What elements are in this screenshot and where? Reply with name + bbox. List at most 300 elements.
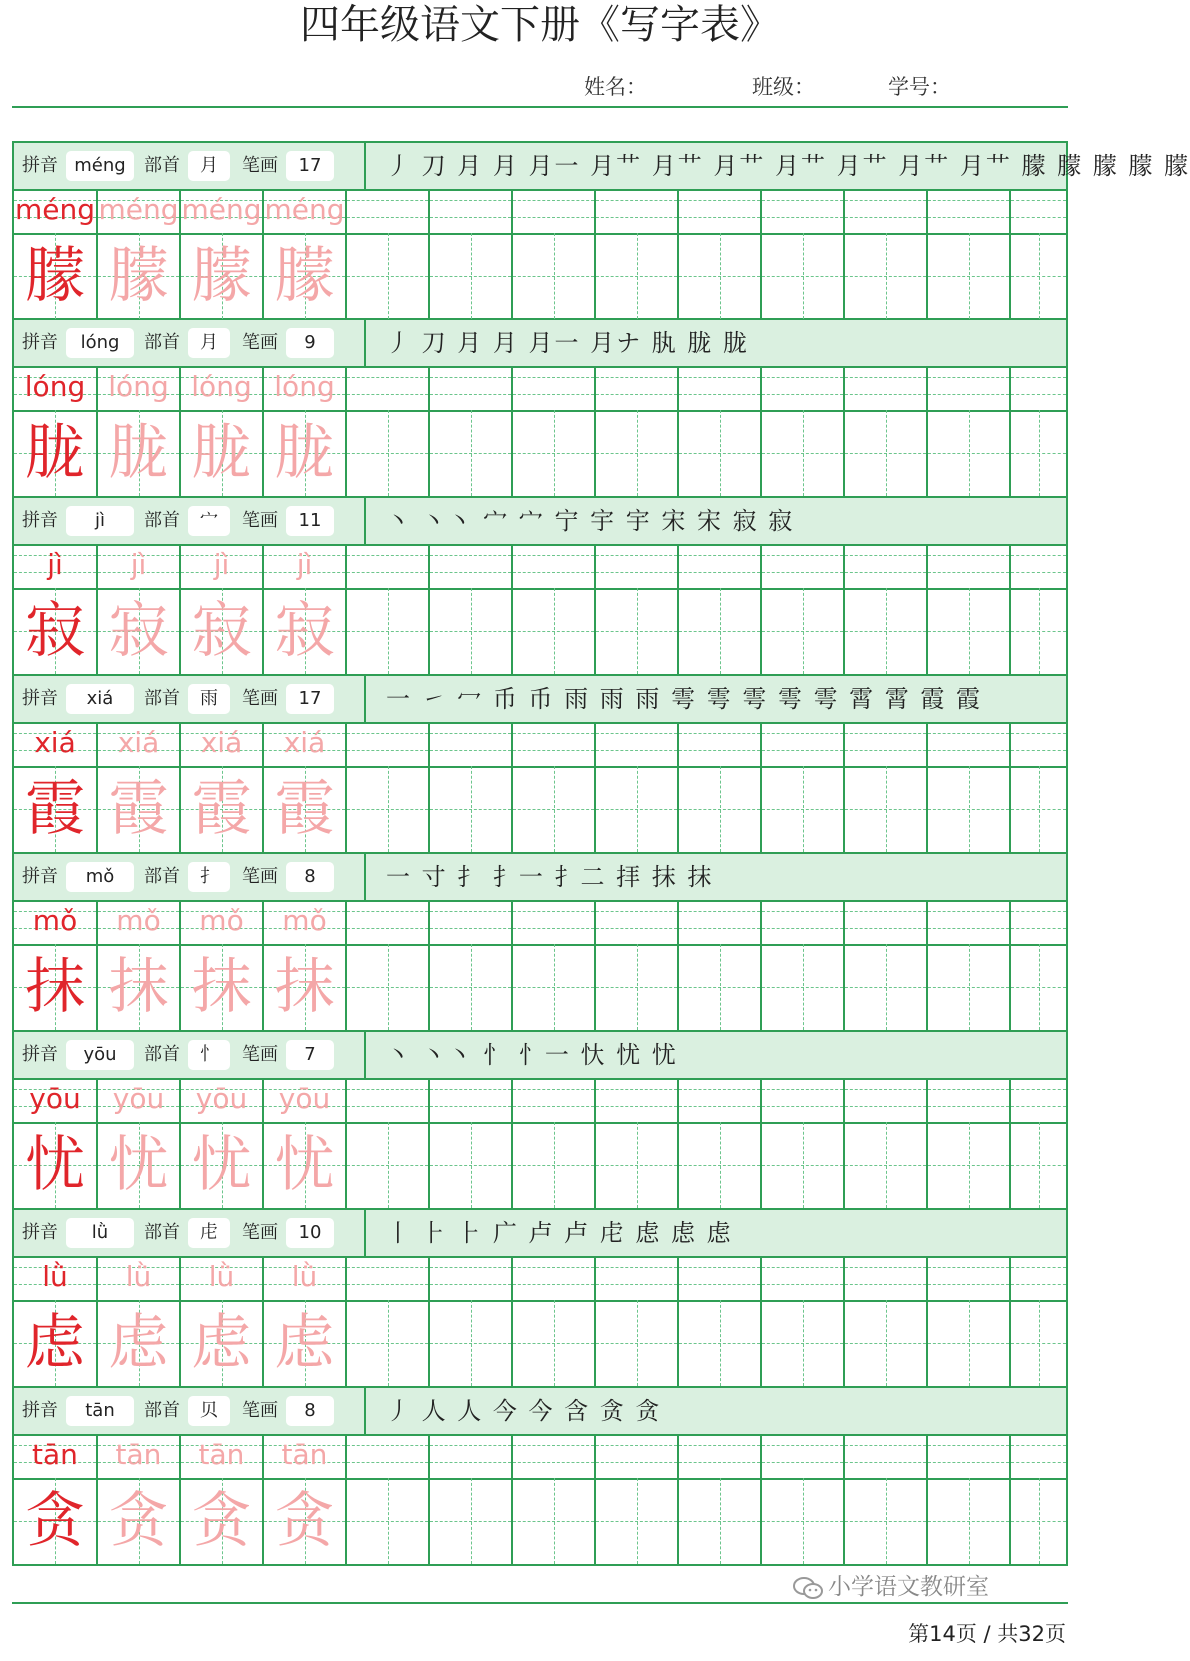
- pinyin-cell: [14, 1256, 98, 1300]
- header-divider: [12, 106, 1068, 108]
- pinyin-cell: [596, 722, 679, 766]
- pinyin-cell: [1011, 189, 1066, 233]
- radical-value: 忄: [188, 1040, 230, 1070]
- pinyin-row: [14, 366, 1066, 412]
- character-trace: 虑: [191, 1308, 252, 1378]
- pinyin-row: [14, 722, 1066, 768]
- character-cell: [347, 944, 430, 1030]
- character-cell: [264, 1300, 347, 1386]
- pinyin-cell: [679, 1078, 762, 1122]
- pinyin-trace: mǒ: [116, 904, 161, 937]
- info-row: [14, 1210, 1066, 1258]
- pinyin-label: 拼音: [22, 155, 58, 176]
- pinyin-trace: méng: [181, 193, 262, 226]
- pinyin-cell: [430, 1256, 513, 1300]
- character-cell: [679, 410, 762, 496]
- character-cell: [928, 766, 1011, 852]
- pinyin-cell: [679, 722, 762, 766]
- character-cell: [762, 1478, 845, 1564]
- pinyin-model: lóng: [24, 370, 86, 403]
- stroke-order: 丶 丶丶 宀 宀 宁 宇 宇 宋 宋 寂 寂: [386, 507, 795, 535]
- character-cell: [98, 944, 181, 1030]
- character-cell: [762, 1122, 845, 1208]
- pinyin-cell: [1011, 900, 1066, 944]
- stroke-count-value: 17: [286, 151, 334, 181]
- radical-value: 月: [188, 328, 230, 358]
- pinyin-cell: [264, 544, 347, 588]
- character-trace: 霞: [274, 774, 335, 844]
- pinyin-label: 拼音: [22, 1400, 58, 1421]
- stroke-count-label: 笔画: [242, 866, 278, 887]
- pinyin-cell: [14, 544, 98, 588]
- pinyin-cell: [264, 722, 347, 766]
- pinyin-cell: [347, 1434, 430, 1478]
- character-row: [14, 1478, 1066, 1564]
- character-cell: [679, 588, 762, 674]
- character-cell: [1011, 766, 1066, 852]
- character-model: 忧: [25, 1130, 85, 1200]
- pinyin-cell: [181, 722, 264, 766]
- pinyin-value: méng: [66, 151, 134, 181]
- character-row: [14, 1300, 1066, 1386]
- character-cell: [347, 1300, 430, 1386]
- character-cell: [845, 1122, 928, 1208]
- character-cell: [762, 588, 845, 674]
- pinyin-value: mǒ: [66, 862, 134, 892]
- character-cell: [14, 1122, 98, 1208]
- pinyin-cell: [1011, 1434, 1066, 1478]
- character-cell: [679, 233, 762, 319]
- pinyin-model: tān: [32, 1438, 78, 1471]
- pinyin-row: [14, 1434, 1066, 1480]
- character-model: 朦: [25, 241, 85, 311]
- character-cell: [513, 1300, 596, 1386]
- pinyin-cell: [264, 900, 347, 944]
- pinyin-trace: xiá: [117, 726, 160, 759]
- character-cell: [513, 1478, 596, 1564]
- pinyin-label: 拼音: [22, 332, 58, 353]
- character-cell: [762, 233, 845, 319]
- pinyin-cell: [181, 544, 264, 588]
- character-row: [14, 766, 1066, 852]
- character-cell: [264, 1122, 347, 1208]
- radical-label: 部首: [144, 155, 180, 176]
- pinyin-cell: [513, 1078, 596, 1122]
- character-block: [12, 676, 1068, 854]
- pinyin-cell: [762, 900, 845, 944]
- character-cell: [928, 588, 1011, 674]
- stroke-order: 丿 刀 月 月 月一 月⺾ 月⺾ 月⺾ 月艹 月艹 月艹 月艹 朦 朦 朦 朦 朦: [386, 152, 1190, 180]
- pinyin-cell: [14, 722, 98, 766]
- pinyin-cell: [347, 722, 430, 766]
- character-cell: [264, 410, 347, 496]
- page-number: 第14页 / 共32页: [908, 1622, 1066, 1646]
- pinyin-cell: [430, 1434, 513, 1478]
- pinyin-cell: [98, 722, 181, 766]
- character-trace: 抹: [191, 952, 252, 1022]
- character-cell: [1011, 1122, 1066, 1208]
- pinyin-cell: [596, 189, 679, 233]
- pinyin-model: jì: [47, 548, 63, 581]
- pinyin-cell: [596, 1434, 679, 1478]
- character-cell: [845, 233, 928, 319]
- character-row: [14, 233, 1066, 319]
- stroke-count-label: 笔画: [242, 510, 278, 531]
- stroke-count-value: 8: [286, 1396, 334, 1426]
- character-cell: [98, 1122, 181, 1208]
- pinyin-row: [14, 189, 1066, 235]
- character-cell: [14, 1478, 98, 1564]
- pinyin-model: yōu: [29, 1082, 81, 1115]
- pinyin-trace: méng: [264, 193, 345, 226]
- radical-label: 部首: [144, 688, 180, 709]
- pinyin-cell: [845, 189, 928, 233]
- character-cell: [430, 766, 513, 852]
- pinyin-cell: [845, 544, 928, 588]
- character-cell: [347, 1122, 430, 1208]
- pinyin-cell: [928, 1434, 1011, 1478]
- stroke-count-label: 笔画: [242, 1044, 278, 1065]
- pinyin-cell: [762, 544, 845, 588]
- pinyin-cell: [513, 1256, 596, 1300]
- character-block: [12, 320, 1068, 498]
- pinyin-cell: [596, 366, 679, 410]
- character-trace: 胧: [191, 418, 252, 488]
- character-trace: 忧: [274, 1130, 335, 1200]
- pinyin-cell: [928, 1078, 1011, 1122]
- pinyin-cell: [762, 1256, 845, 1300]
- pinyin-trace: yōu: [278, 1082, 331, 1115]
- character-cell: [762, 1300, 845, 1386]
- character-cell: [14, 944, 98, 1030]
- character-cell: [513, 233, 596, 319]
- character-cell: [596, 588, 679, 674]
- character-model: 胧: [25, 418, 85, 488]
- character-cell: [596, 410, 679, 496]
- radical-value: 雨: [188, 684, 230, 714]
- character-cell: [347, 766, 430, 852]
- pinyin-cell: [1011, 366, 1066, 410]
- character-cell: [14, 588, 98, 674]
- name-label: 姓名：: [584, 75, 647, 99]
- info-panel: [14, 1388, 366, 1434]
- radical-value: 贝: [188, 1396, 230, 1426]
- pinyin-cell: [928, 189, 1011, 233]
- pinyin-cell: [1011, 722, 1066, 766]
- pinyin-row: [14, 1078, 1066, 1124]
- pinyin-cell: [14, 366, 98, 410]
- stroke-count-label: 笔画: [242, 688, 278, 709]
- pinyin-cell: [264, 1256, 347, 1300]
- character-row: [14, 410, 1066, 496]
- character-cell: [679, 766, 762, 852]
- character-model: 霞: [25, 774, 85, 844]
- wechat-icon: [792, 1576, 824, 1600]
- radical-label: 部首: [144, 332, 180, 353]
- pinyin-cell: [928, 722, 1011, 766]
- character-cell: [347, 588, 430, 674]
- character-cell: [14, 766, 98, 852]
- pinyin-cell: [347, 544, 430, 588]
- character-trace: 忧: [108, 1130, 169, 1200]
- pinyin-cell: [762, 1434, 845, 1478]
- info-row: [14, 320, 1066, 368]
- pinyin-cell: [845, 1256, 928, 1300]
- pinyin-cell: [679, 189, 762, 233]
- pinyin-value: xiá: [66, 684, 134, 714]
- pinyin-cell: [1011, 544, 1066, 588]
- character-cell: [513, 1122, 596, 1208]
- pinyin-trace: mǒ: [282, 904, 327, 937]
- character-cell: [845, 944, 928, 1030]
- pinyin-model: lǜ: [42, 1260, 68, 1293]
- character-cell: [513, 410, 596, 496]
- radical-label: 部首: [144, 510, 180, 531]
- character-cell: [928, 233, 1011, 319]
- character-cell: [98, 410, 181, 496]
- info-panel: [14, 854, 366, 900]
- character-trace: 忧: [191, 1130, 252, 1200]
- character-cell: [596, 766, 679, 852]
- character-trace: 霞: [191, 774, 252, 844]
- pinyin-cell: [347, 189, 430, 233]
- pinyin-cell: [430, 366, 513, 410]
- character-cell: [1011, 944, 1066, 1030]
- character-cell: [596, 1478, 679, 1564]
- character-cell: [98, 766, 181, 852]
- pinyin-cell: [14, 1434, 98, 1478]
- pinyin-cell: [762, 1078, 845, 1122]
- pinyin-cell: [181, 1256, 264, 1300]
- character-cell: [98, 1478, 181, 1564]
- pinyin-cell: [181, 1434, 264, 1478]
- info-panel: [14, 1032, 366, 1078]
- pinyin-trace: lǜ: [208, 1260, 235, 1293]
- character-cell: [264, 1478, 347, 1564]
- radical-value: 宀: [188, 506, 230, 536]
- character-cell: [14, 1300, 98, 1386]
- writing-sheet: [12, 141, 1190, 1566]
- pinyin-trace: yōu: [195, 1082, 248, 1115]
- pinyin-cell: [596, 900, 679, 944]
- character-cell: [98, 588, 181, 674]
- character-cell: [14, 410, 98, 496]
- character-trace: 抹: [274, 952, 335, 1022]
- stroke-count-value: 8: [286, 862, 334, 892]
- pinyin-trace: xiá: [200, 726, 243, 759]
- character-block: [12, 141, 1190, 320]
- pinyin-cell: [513, 1434, 596, 1478]
- character-cell: [430, 233, 513, 319]
- character-cell: [928, 1122, 1011, 1208]
- character-cell: [181, 410, 264, 496]
- character-cell: [845, 1478, 928, 1564]
- character-trace: 贪: [108, 1486, 169, 1556]
- character-cell: [679, 1300, 762, 1386]
- pinyin-cell: [679, 1256, 762, 1300]
- character-cell: [181, 233, 264, 319]
- character-block: [12, 498, 1068, 676]
- character-cell: [596, 1300, 679, 1386]
- character-trace: 贪: [274, 1486, 335, 1556]
- pinyin-cell: [513, 900, 596, 944]
- stroke-order: 丿 刀 月 月 月一 月ナ 肒 胧 胧: [386, 329, 750, 357]
- character-trace: 朦: [274, 241, 335, 311]
- pinyin-cell: [264, 1434, 347, 1478]
- info-panel: [14, 676, 366, 722]
- stroke-count-value: 7: [286, 1040, 334, 1070]
- pinyin-cell: [181, 366, 264, 410]
- pinyin-cell: [845, 1078, 928, 1122]
- info-row: [14, 143, 1190, 191]
- character-trace: 朦: [191, 241, 252, 311]
- pinyin-trace: tān: [198, 1438, 245, 1471]
- character-model: 抹: [25, 952, 85, 1022]
- character-cell: [845, 766, 928, 852]
- stroke-count-value: 10: [286, 1218, 334, 1248]
- character-cell: [845, 410, 928, 496]
- character-cell: [679, 944, 762, 1030]
- info-panel: [14, 143, 366, 189]
- character-cell: [762, 944, 845, 1030]
- pinyin-cell: [845, 900, 928, 944]
- pinyin-cell: [347, 1256, 430, 1300]
- pinyin-row: [14, 544, 1066, 590]
- character-model: 寂: [25, 596, 85, 666]
- stroke-order: 丶 丶丶 忄 忄一 忕 忧 忧: [386, 1041, 678, 1069]
- pinyin-model: méng: [14, 193, 96, 226]
- pinyin-cell: [264, 366, 347, 410]
- character-cell: [98, 1300, 181, 1386]
- pinyin-trace: tān: [115, 1438, 162, 1471]
- character-cell: [928, 1478, 1011, 1564]
- character-cell: [181, 588, 264, 674]
- character-trace: 胧: [274, 418, 335, 488]
- character-cell: [762, 766, 845, 852]
- character-cell: [596, 233, 679, 319]
- pinyin-cell: [347, 900, 430, 944]
- pinyin-model: xiá: [34, 726, 76, 759]
- stroke-count-value: 17: [286, 684, 334, 714]
- character-row: [14, 1122, 1066, 1208]
- pinyin-cell: [928, 900, 1011, 944]
- pinyin-label: 拼音: [22, 510, 58, 531]
- character-cell: [845, 588, 928, 674]
- pinyin-trace: jì: [130, 548, 147, 581]
- pinyin-value: tān: [66, 1396, 134, 1426]
- pinyin-cell: [596, 1078, 679, 1122]
- pinyin-model: mǒ: [32, 904, 78, 937]
- character-cell: [14, 233, 98, 319]
- stroke-order: 一 寸 扌 扌一 扌二 拝 抹 抹: [386, 863, 714, 891]
- radical-value: 虍: [188, 1218, 230, 1248]
- watermark: [792, 1570, 989, 1604]
- radical-label: 部首: [144, 1044, 180, 1065]
- stroke-count-value: 9: [286, 328, 334, 358]
- pinyin-cell: [430, 900, 513, 944]
- stroke-count-label: 笔画: [242, 332, 278, 353]
- info-row: [14, 1032, 1066, 1080]
- pinyin-cell: [928, 544, 1011, 588]
- character-trace: 虑: [274, 1308, 335, 1378]
- pinyin-cell: [347, 1078, 430, 1122]
- character-cell: [264, 944, 347, 1030]
- character-cell: [513, 944, 596, 1030]
- pinyin-trace: jì: [296, 548, 313, 581]
- character-cell: [596, 1122, 679, 1208]
- character-block: [12, 854, 1068, 1032]
- info-panel: [14, 320, 366, 366]
- pinyin-label: 拼音: [22, 866, 58, 887]
- pinyin-trace: mǒ: [199, 904, 244, 937]
- character-cell: [430, 1478, 513, 1564]
- pinyin-cell: [928, 1256, 1011, 1300]
- character-block: [12, 1032, 1068, 1210]
- pinyin-cell: [679, 1434, 762, 1478]
- pinyin-cell: [98, 1434, 181, 1478]
- character-cell: [347, 410, 430, 496]
- pinyin-cell: [181, 1078, 264, 1122]
- character-trace: 抹: [108, 952, 169, 1022]
- character-cell: [679, 1478, 762, 1564]
- pinyin-cell: [596, 544, 679, 588]
- pinyin-cell: [762, 722, 845, 766]
- radical-value: 月: [188, 151, 230, 181]
- character-cell: [430, 1122, 513, 1208]
- pinyin-row: [14, 900, 1066, 946]
- character-model: 贪: [25, 1486, 85, 1556]
- character-cell: [928, 1300, 1011, 1386]
- character-cell: [181, 944, 264, 1030]
- pinyin-cell: [98, 544, 181, 588]
- pinyin-cell: [845, 1434, 928, 1478]
- character-cell: [181, 766, 264, 852]
- pinyin-trace: jì: [213, 548, 230, 581]
- pinyin-row: [14, 1256, 1066, 1302]
- character-cell: [264, 233, 347, 319]
- page-title: 四年级语文下册《写字表》: [300, 2, 780, 48]
- pinyin-label: 拼音: [22, 1222, 58, 1243]
- character-trace: 贪: [191, 1486, 252, 1556]
- class-label: 班级：: [752, 75, 815, 99]
- character-cell: [347, 233, 430, 319]
- info-row: [14, 854, 1066, 902]
- pinyin-cell: [14, 189, 98, 233]
- pinyin-cell: [430, 1078, 513, 1122]
- pinyin-cell: [14, 900, 98, 944]
- character-row: [14, 944, 1066, 1030]
- stroke-order: 丿 人 人 今 今 含 贪 贪: [386, 1397, 662, 1425]
- character-cell: [1011, 233, 1066, 319]
- character-model: 虑: [25, 1308, 85, 1378]
- character-cell: [347, 1478, 430, 1564]
- character-row: [14, 588, 1066, 674]
- character-trace: 朦: [108, 241, 169, 311]
- pinyin-cell: [98, 1078, 181, 1122]
- character-block: [12, 1388, 1068, 1566]
- pinyin-cell: [98, 1256, 181, 1300]
- pinyin-trace: lóng: [191, 370, 252, 403]
- character-cell: [1011, 1300, 1066, 1386]
- pinyin-trace: yōu: [112, 1082, 165, 1115]
- pinyin-cell: [845, 366, 928, 410]
- info-row: [14, 676, 1066, 724]
- character-trace: 胧: [108, 418, 169, 488]
- character-block: [12, 1210, 1068, 1388]
- pinyin-cell: [1011, 1256, 1066, 1300]
- pinyin-cell: [430, 544, 513, 588]
- character-cell: [1011, 1478, 1066, 1564]
